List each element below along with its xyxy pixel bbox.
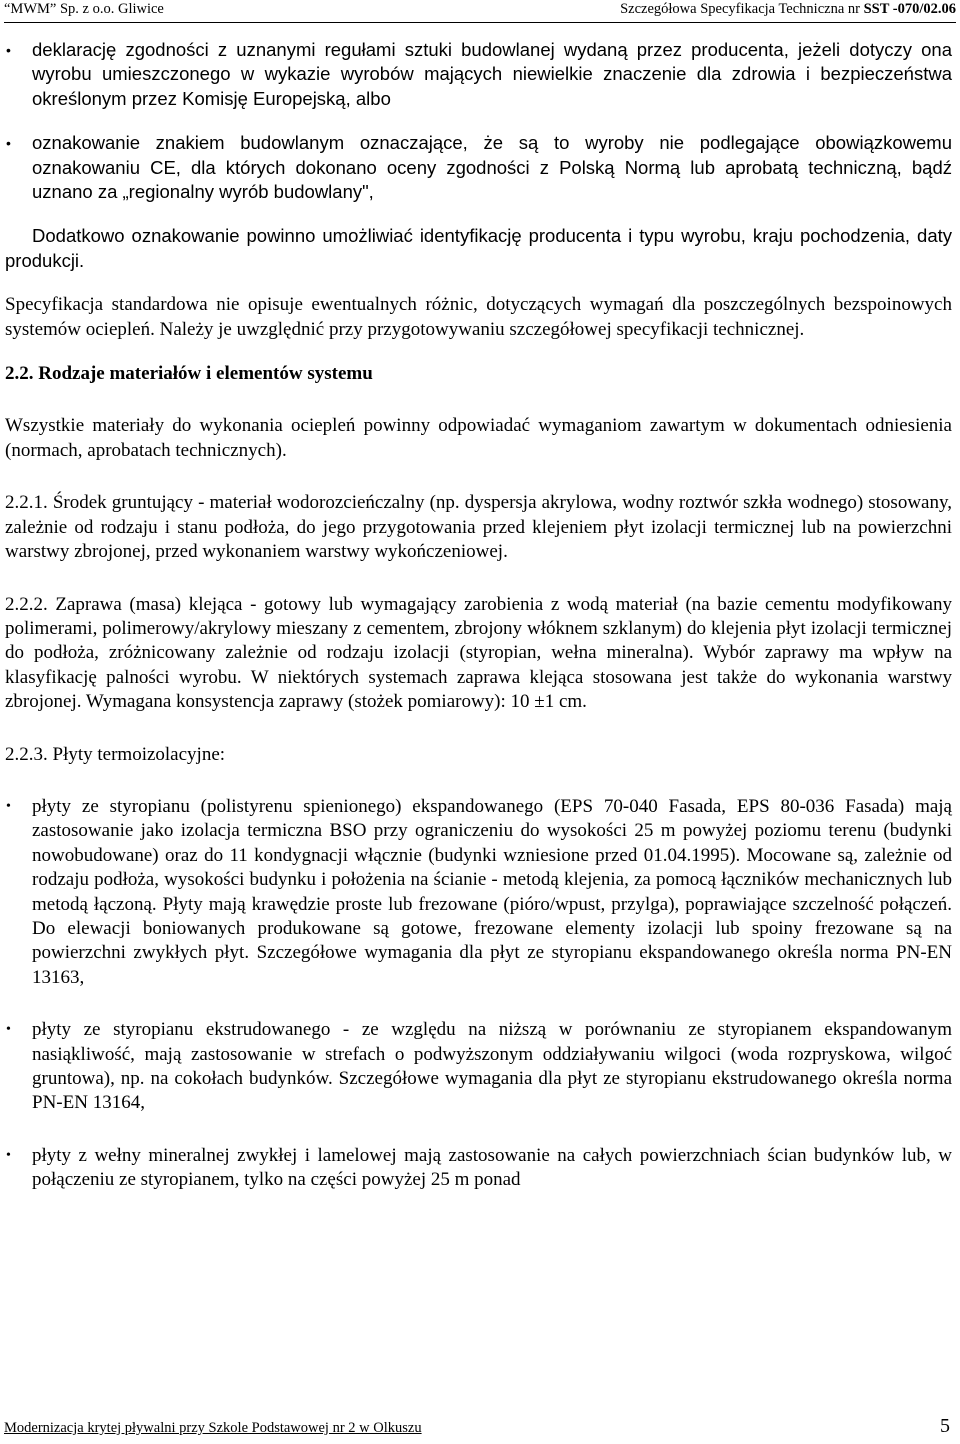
document-body <box>5 38 952 1193</box>
list-item <box>5 1018 952 1116</box>
header-company: “MWM” Sp. z o.o. Gliwice <box>4 1 164 17</box>
bullet-icon: • <box>6 798 11 814</box>
list-item <box>5 38 952 111</box>
header-spec-title <box>620 0 956 18</box>
list-item <box>5 131 952 204</box>
page-header <box>4 0 956 23</box>
list-item <box>5 795 952 990</box>
paragraph-wszystkie: Wszystkie materiały do wykonania ociepleń powinny odpowiadać wymaganiom zawartym w dokumentach odniesienia (normach, aprobatach technicznych). <box>5 415 952 461</box>
paragraph-2-2-2: 2.2.2. Zaprawa (masa) klejąca - gotowy lub wymagający zarobienia z wodą materiał (na bazie cementu modyfikowany polimerami, polimerowy/akrylowy mieszany z cementem, zbrojony włóknem szklanym) do klejenia płyt izolacji termicznej do podłoża, zróżnicowany zależnie od rodzaju izolacji (styropian, wełna mineralna). Wybór zaprawy ma wpływ na klasyfikację palności wyrobu. W niektórych systemach zaprawa klejąca stosowana jest także do wykonania warstwy zbrojonej. Wymagana konsystencja zaprawy (stożek pomiarowy): 10 ±1 cm. <box>5 593 952 713</box>
list-item <box>5 1144 952 1193</box>
header-spec-code: SST -070/02.06 <box>863 1 956 17</box>
paragraph-2-2-3: 2.2.3. Płyty termoizolacyjne: <box>5 743 226 765</box>
bullet-icon: • <box>6 42 11 58</box>
list-item-text: płyty ze styropianu (polistyrenu spienionego) ekspandowanego (EPS 70-040 Fasada, EPS 80-036 Fasada) mają zastosowanie jako izolacja termiczna BSO przy ograniczeniu do wysokości 25 m powyżej poziomu terenu (budynki nowobudowane) oraz do 11 kondygnacji włącznie (budynki wzniesione przed 01.04.1995). Mocowane są, zależnie od rodzaju podłoża, wysokości budynku i położenia na ścianie - metodą klejenia, za pomocą łączników mechanicznych lub metodą łączoną. Płyty mają krawędzie proste lub frezowane (pióro/wpust, przylga), poprawiające szczelność połączeń. Do elewacji boniowanych produkowane są gotowe, frezowane elementy izolacji lub spoiny frezowane są na powierzchni zwykłych płyt. Szczegółowe wymagania dla płyt ze styropianu ekspandowanego określa norma PN-EN 13163, <box>32 795 952 988</box>
list-item-text: płyty z wełny mineralnej zwykłej i lamelowej mają zastosowanie na całych powierzchniach ścian budynków lub, w połączeniu ze styropianem, tylko na części powyżej 25 m ponad <box>32 1144 952 1191</box>
footer-project-title: Modernizacja krytej pływalni przy Szkole Podstawowej nr 2 w Olkuszu <box>4 1420 422 1436</box>
paragraph-2-2-1: 2.2.1. Środek gruntujący - materiał wodorozcieńczalny (np. dyspersja akrylowa, wodny roztwór szkła wodnego) stosowany, zależnie od rodzaju i stanu podłoża, do jego przygotowania przed klejeniem płyt izolacji termicznej lub na powierzchni warstwy zbrojonej, przed wykonaniem warstwy wykończeniowej. <box>5 492 952 563</box>
list-item-text: płyty ze styropianu ekstrudowanego - ze względu na niższą w porównaniu ze styropianem ekspandowanym nasiąkliwość, mają zastosowanie w strefach o podwyższonym oddziaływaniu wilgoci (woda rozpryskowa, wilgoć gruntowa), np. na cokołach budynków. Szczegółowe wymagania dla płyt ze styropianu ekstrudowanego określa norma PN-EN 13164, <box>32 1019 952 1114</box>
list-item-text: deklarację zgodności z uznanymi regułami sztuki budowlanej wydaną przez producenta, jeżeli dotyczy ona wyrobu umieszczonego w wykazie wyrobów mających niewielkie znaczenie dla zdrowia i bezpieczeństwa określonym przez Komisję Europejską, albo <box>32 39 952 109</box>
bullet-icon: • <box>6 1022 11 1038</box>
page-footer <box>4 1415 950 1440</box>
paragraph-specyfikacja: Specyfikacja standardowa nie opisuje ewentualnych różnic, dotyczących wymagań dla poszczególnych bezspoinowych systemów ociepleń. Należy je uwzględnić przy przygotowywaniu szczegółowej specyfikacji technicznej. <box>5 294 952 340</box>
header-spec-prefix: Szczegółowa Specyfikacja Techniczna nr <box>620 1 864 17</box>
bullet-icon: • <box>6 135 11 152</box>
page-number: 5 <box>940 1415 950 1437</box>
paragraph-dodatkowo: Dodatkowo oznakowanie powinno umożliwiać identyfikację producenta i typu wyrobu, kraju pochodzenia, daty produkcji. <box>5 225 952 271</box>
section-heading: 2.2. Rodzaje materiałów i elementów systemu <box>5 363 373 385</box>
list-item-text: oznakowanie znakiem budowlanym oznaczające, że są to wyroby nie podlegające obowiązkowemu oznakowaniu CE, dla których dokonano oceny zgodności z Polską Normą lub aprobatą techniczną, bądź uznano za „regionalny wyrób budowlany", <box>32 132 952 203</box>
bullet-icon: • <box>6 1147 11 1163</box>
